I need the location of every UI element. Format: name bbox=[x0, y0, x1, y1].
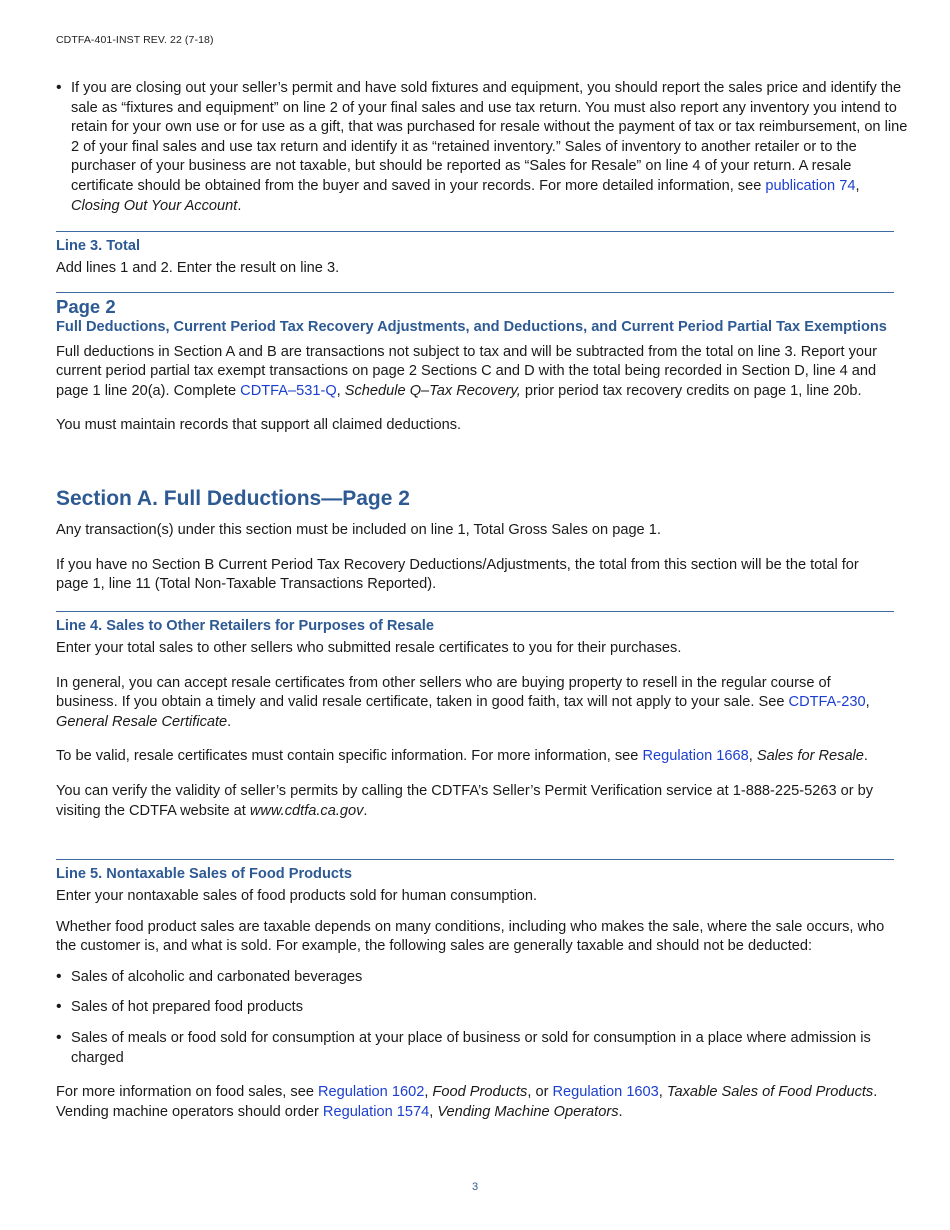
line4-paragraph-2: In general, you can accept resale certificates from other sellers who are buying property to resell in the regular course of business. If you obtain a timely and valid resale certificate, taken in good faith, tax will not apply to your sale. See CDTFA-230, General Resale Certificate. bbox=[56, 674, 870, 730]
regulation-1603-link[interactable]: Regulation 1603 bbox=[552, 1084, 659, 1101]
divider bbox=[56, 231, 894, 232]
line5-paragraph-3: For more information on food sales, see Regulation 1602, Food Products, or Regulation 1603, Taxable Sales of Food Products. Vending machine operators should order Regulation 1574, Vending Machine Operators. bbox=[56, 1084, 878, 1120]
line5-heading: Line 5. Nontaxable Sales of Food Products bbox=[56, 866, 352, 882]
page2-heading: Page 2 bbox=[56, 296, 116, 317]
section-a-paragraph-1: Any transaction(s) under this section must be included on line 1, Total Gross Sales on page 1. bbox=[56, 522, 661, 538]
divider bbox=[56, 611, 894, 612]
bullet-icon: • bbox=[56, 967, 62, 985]
line3-text: Add lines 1 and 2. Enter the result on line 3. bbox=[56, 260, 340, 276]
bullet-icon: • bbox=[56, 79, 62, 96]
line3-heading: Line 3. Total bbox=[56, 238, 141, 254]
list-item bbox=[56, 968, 894, 988]
page-number: 3 bbox=[471, 1181, 479, 1193]
regulation-1574-link[interactable]: Regulation 1574 bbox=[322, 1103, 430, 1120]
line4-heading: Line 4. Sales to Other Retailers for Purposes of Resale bbox=[56, 618, 434, 634]
line5-paragraph-2: Whether food product sales are taxable depends on many conditions, including who makes the sale, where the sale occurs, who the customer is, and what is sold. For example, the following sales are generally taxable and should not be deducted: bbox=[56, 918, 885, 955]
list-item-text: Sales of alcoholic and carbonated beverages bbox=[71, 968, 363, 985]
page2-paragraph-1: Full deductions in Section A and B are transactions not subject to tax and will be subtracted from the total on line 3. Report your current period partial tax exempt transactions on page 2 Sections C and D with the total being recorded in Section D, line 4 and page 1 line 20(a). Complete CDTFA–531-Q, Schedule Q–Tax Recovery, prior period tax recovery credits on page 1, line 20b. bbox=[56, 343, 877, 399]
regulation-1668-link[interactable]: Regulation 1668 bbox=[642, 748, 749, 765]
line5-paragraph-1: Enter your nontaxable sales of food products sold for human consumption. bbox=[56, 888, 538, 904]
list-item bbox=[56, 1029, 894, 1068]
divider bbox=[56, 292, 894, 293]
bullet-icon: • bbox=[56, 998, 62, 1016]
list-item bbox=[56, 998, 894, 1018]
section-a-paragraph-2: If you have no Section B Current Period Tax Recovery Deductions/Adjustments, the total from this section will be the total for page 1, line 11 (Total Non-Taxable Transactions Reported). bbox=[56, 556, 859, 593]
bullet-icon: • bbox=[56, 1028, 62, 1046]
divider bbox=[56, 859, 894, 860]
cdtfa-531-q-link[interactable]: CDTFA–531-Q bbox=[240, 382, 337, 399]
publication-74-link[interactable]: publication 74 bbox=[765, 177, 856, 194]
line4-paragraph-3: To be valid, resale certificates must contain specific information. For more information, see Regulation 1668, Sales for Resale. bbox=[56, 748, 868, 765]
page2-paragraph-2: You must maintain records that support all claimed deductions. bbox=[56, 417, 462, 434]
page2-subheading: Full Deductions, Current Period Tax Recovery Adjustments, and Deductions, and Current Period Partial Tax Exemptions bbox=[56, 319, 887, 335]
intro-bullet-text: If you are closing out your seller’s permit and have sold fixtures and equipment, you should report the sales price and identify the sale as “fixtures and equipment” on line 2 of your final sales and use tax return. You must also report any inventory you intend to retain for your own use or for use as a gift, that was purchased for resale without the payment of tax or tax reimbursement, on line 2 of your final sales and use tax return and identify it as “retained inventory.” Sales of inventory to another retailer or to the purchaser of your business are not taxable, but should be reported as “Sales for Resale” on line 4 of your return. A resale certificate should be obtained from the buyer and saved in your records. For more detailed information, see publication 74, Closing Out Your Account. bbox=[71, 80, 908, 214]
intro-bullet bbox=[56, 79, 909, 216]
form-code-header: CDTFA-401-INST REV. 22 (7-18) bbox=[56, 34, 214, 46]
regulation-1602-link[interactable]: Regulation 1602 bbox=[318, 1084, 425, 1101]
list-item-text: Sales of hot prepared food products bbox=[71, 999, 304, 1016]
list-item-text: Sales of meals or food sold for consumption at your place of business or sold for consumption in a place where admission is charged bbox=[71, 1029, 871, 1066]
line4-paragraph-4: You can verify the validity of seller’s permits by calling the CDTFA’s Seller’s Permit Verification service at 1-888-225-5263 or by visiting the CDTFA website at www.cdtfa.ca.gov. bbox=[56, 782, 874, 819]
cdtfa-230-link[interactable]: CDTFA-230 bbox=[788, 694, 866, 711]
line4-paragraph-1: Enter your total sales to other sellers who submitted resale certificates to you for their purchases. bbox=[56, 640, 682, 656]
section-a-heading: Section A. Full Deductions—Page 2 bbox=[56, 487, 410, 510]
